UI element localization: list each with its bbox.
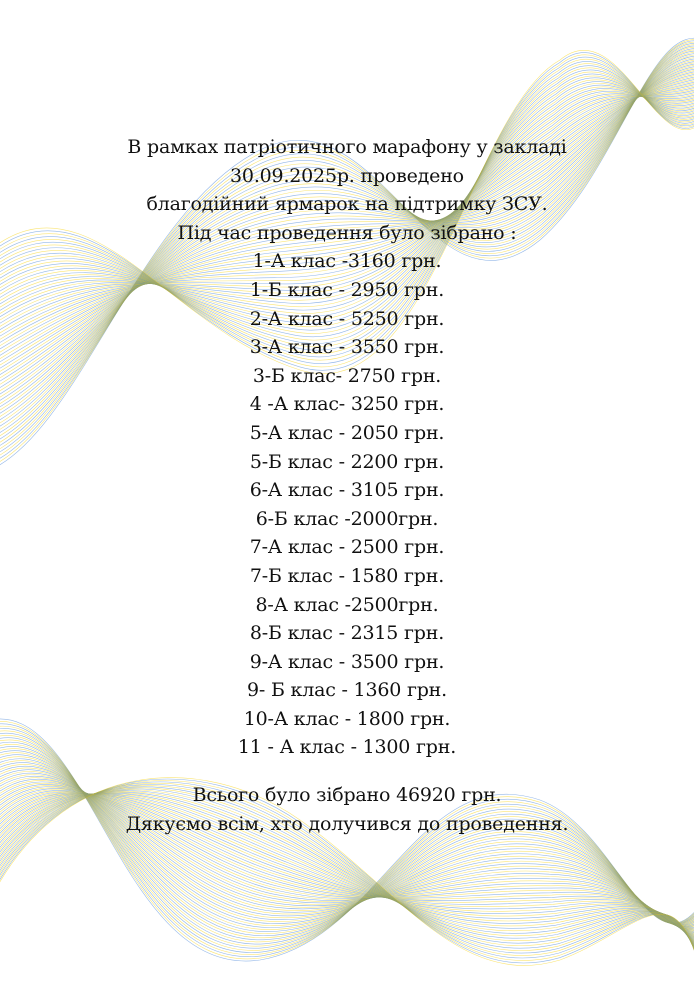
total-raised: Всього було зібрано 46920 грн. — [192, 784, 502, 807]
class-donation-item: 7-Б клас - 1580 грн. — [249, 564, 445, 587]
class-donation-item: 1-А клас -3160 грн. — [252, 250, 442, 273]
class-donation-item: 6-А клас - 3105 грн. — [249, 479, 445, 502]
thanks-message: Дякуємо всім, хто долучився до проведення. — [125, 813, 569, 836]
class-donation-item: 8-А клас -2500грн. — [255, 593, 439, 616]
class-donation-item: 3-А клас - 3550 грн. — [249, 336, 445, 359]
intro-line-4: Під час проведення було зібрано : — [177, 221, 517, 244]
class-donation-item: 6-Б клас -2000грн. — [255, 507, 439, 530]
class-donation-item: 11 - А клас - 1300 грн. — [237, 736, 457, 759]
class-donation-item: 9- Б клас - 1360 грн. — [247, 679, 447, 702]
class-donation-item: 1-Б клас - 2950 грн. — [249, 278, 445, 301]
class-donation-item: 4 -А клас- 3250 грн. — [249, 393, 445, 416]
class-donation-item: 8-Б клас - 2315 грн. — [249, 622, 445, 645]
class-donation-item: 2-А клас - 5250 грн. — [249, 307, 445, 330]
announcement-text — [0, 133, 694, 839]
intro-line-3: благодійний ярмарок на підтримку ЗСУ. — [146, 193, 548, 216]
class-donation-item: 7-А клас - 2500 грн. — [249, 536, 445, 559]
class-donation-item: 10-А клас - 1800 грн. — [243, 707, 451, 730]
intro-line-1: В рамках патріотичного марафону у закладі — [127, 136, 567, 158]
class-donation-item: 5-А клас - 2050 грн. — [249, 421, 445, 444]
class-donation-list — [0, 247, 694, 762]
intro-line-2: 30.09.2025р. проведено — [230, 164, 464, 187]
class-donation-item: 5-Б клас - 2200 грн. — [249, 450, 445, 473]
class-donation-item: 9-А клас - 3500 грн. — [249, 650, 445, 673]
class-donation-item: 3-Б клас- 2750 грн. — [252, 364, 442, 387]
